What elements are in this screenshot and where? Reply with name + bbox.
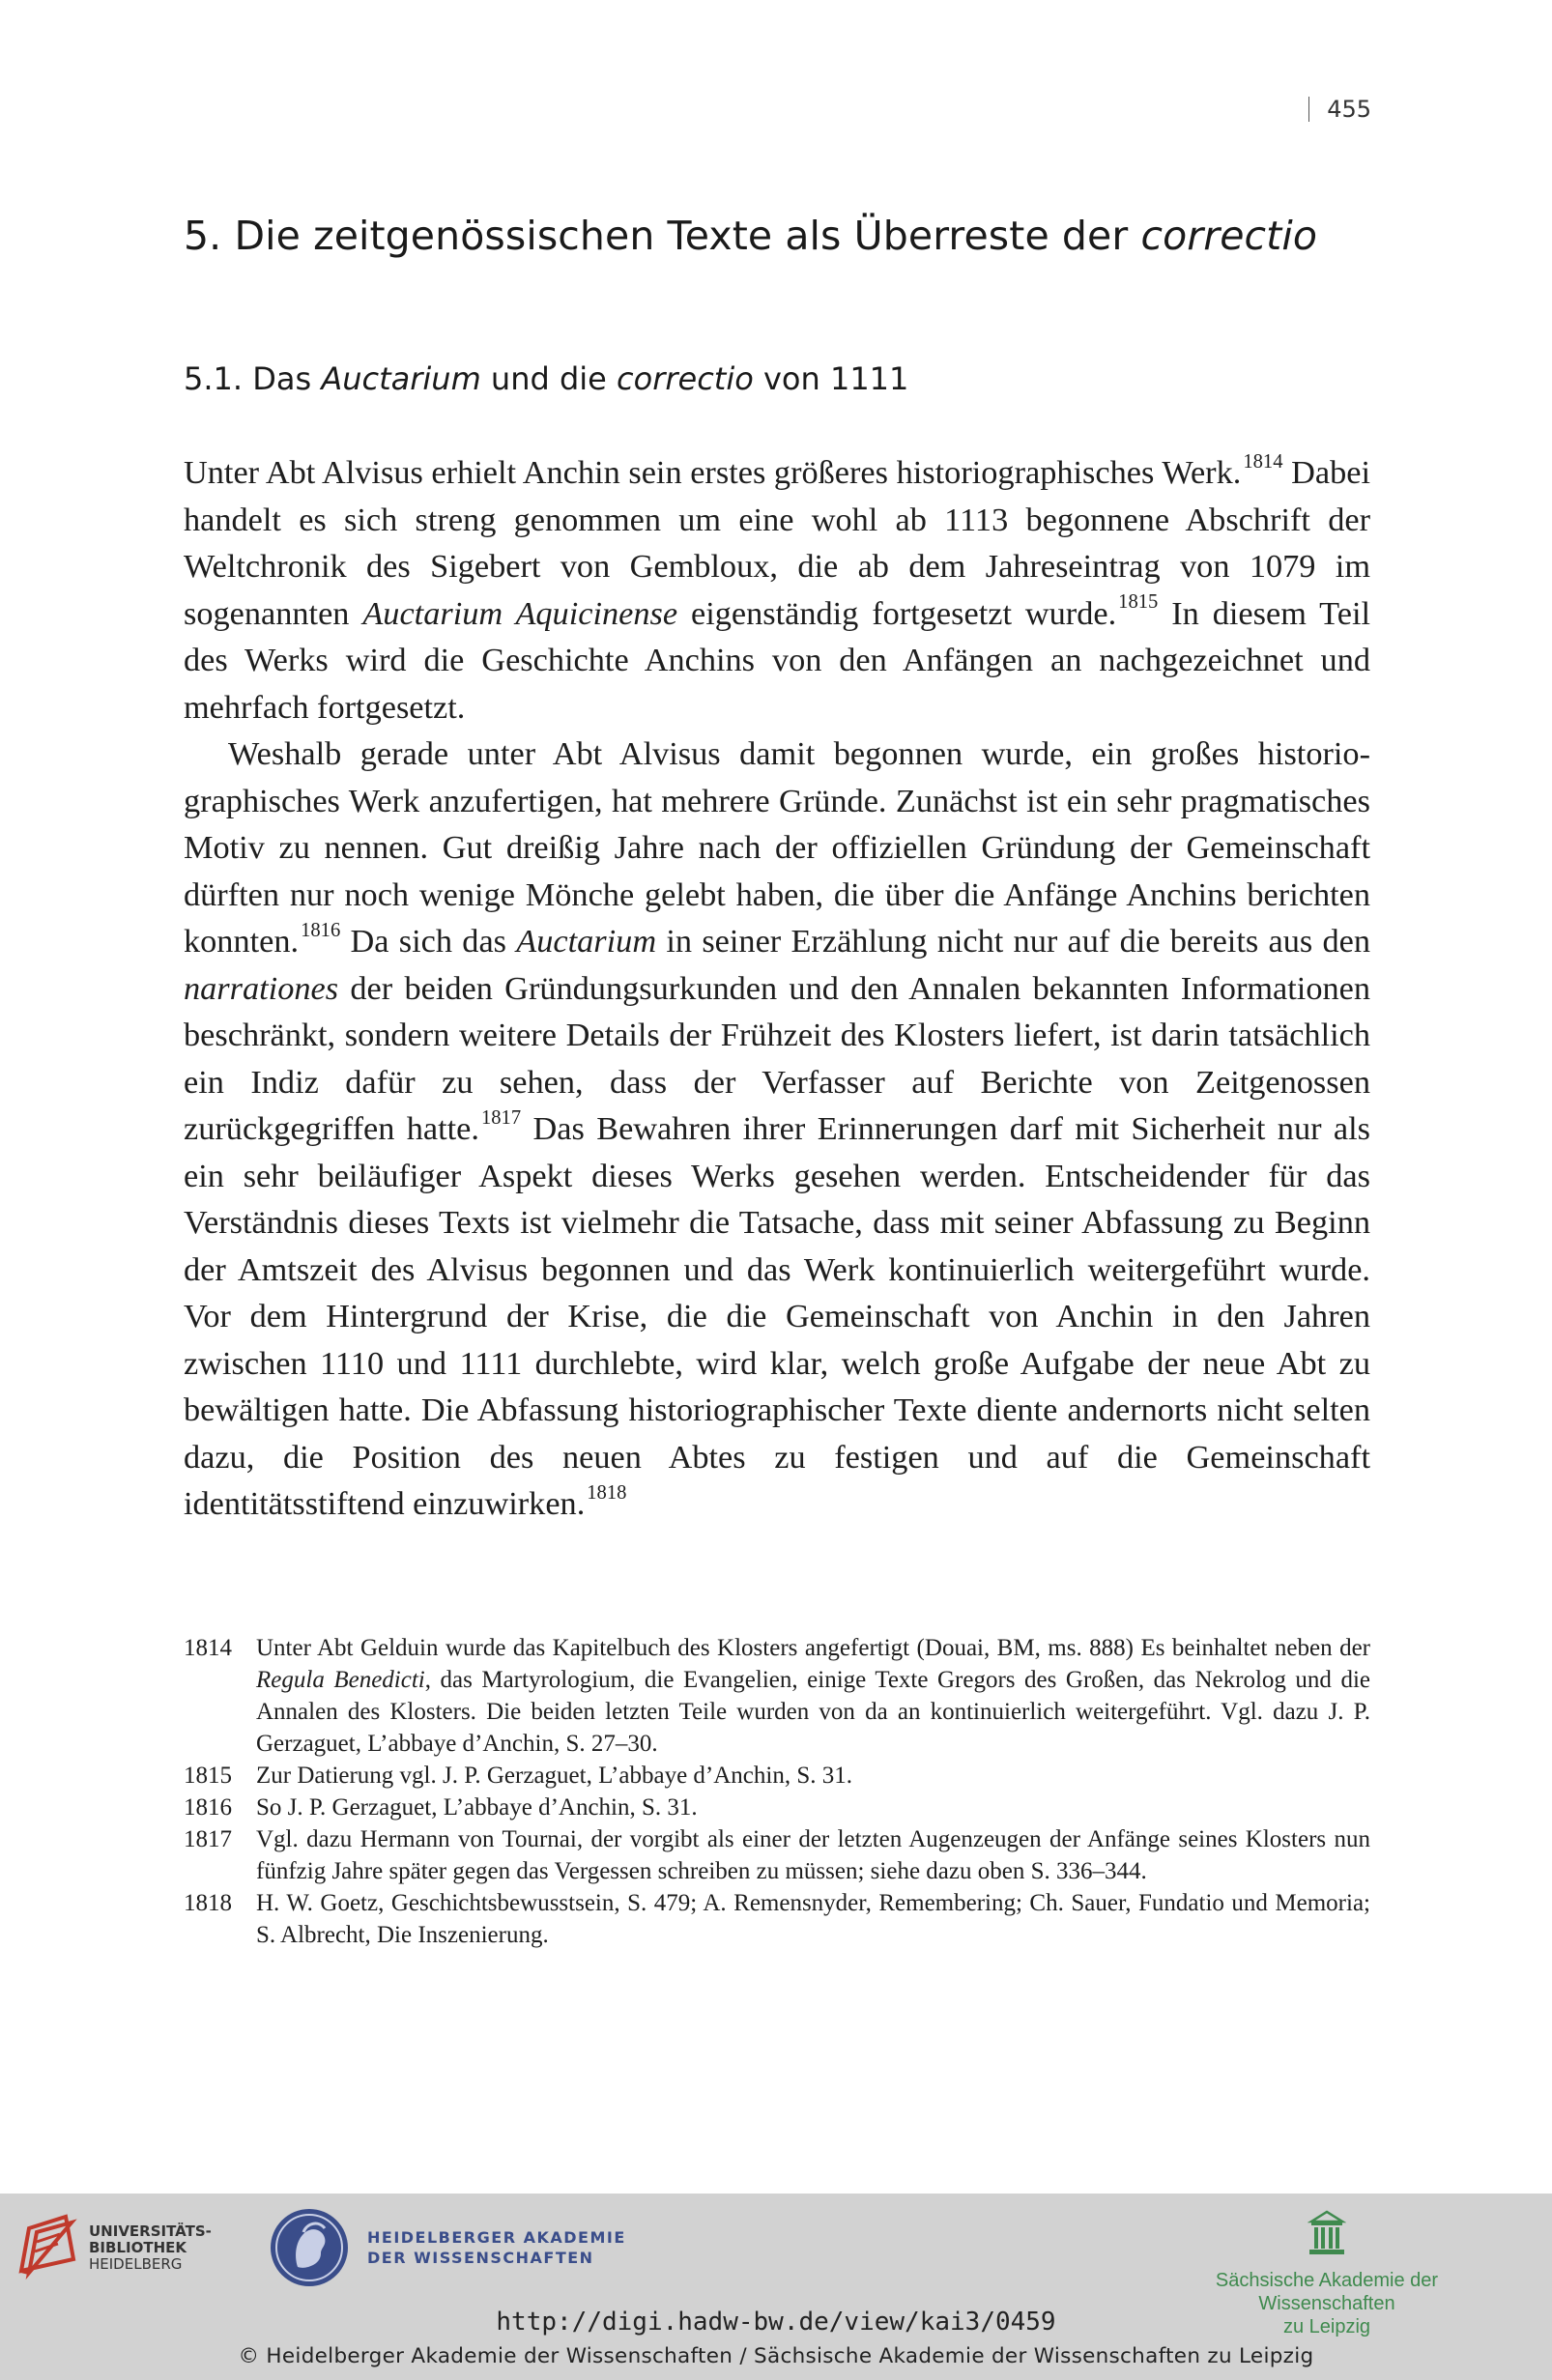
footnote-number: 1815 (184, 1763, 232, 1789)
section-number: 5.1. (184, 360, 244, 397)
footnote-number: 1814 (184, 1635, 232, 1661)
italic-title: Regula Benedicti (256, 1667, 425, 1693)
text-run: Weshalb gerade unter Abt Alvisus damit begonnen wurde, ein großes historiographisches Werk anzufertigen, hat mehrere Gründe. Zunächst ist ein sehr pragmatisches Motiv zu nennen. Gut dreißig Jahre nach der offiziellen Gründung der Gemeinschaft dürften nur noch wenige Mönche gelebt haben, die über die Anfänge Anchins berichten konnten. (184, 735, 1370, 960)
text-run: der beiden Gründungsurkunden und den Annalen bekannten Informationen beschränkt, sondern weitere Details der Frühzeit des Klosters liefert, ist darin tatsächlich ein Indiz dafür zu sehen, dass der Verfasser auf Berichte von Zeitgenossen zurückgegriffen hatte. (184, 969, 1370, 1147)
chapter-heading-italic: correctio (1140, 213, 1318, 259)
section-italic-correctio: correctio (617, 360, 754, 397)
text-run: Das Bewahren ihrer Erinnerungen darf mit Sicherheit nur als ein sehr beiläufiger Aspekt dieses Werks gesehen werden. Entscheidender für das Verständnis dieses Texts ist vielmehr die Tatsache, dass mit seiner Abfassung zu Beginn der Amtszeit des Alvisus begonnen und das Werk kontinuierlich weitergeführt wurde. Vor dem Hintergrund der Krise, die die Gemeinschaft von Anchin in den Jahren zwischen 1110 und 1111 durchlebte, wird klar, welch große Aufgabe der neue Abt zu bewältigen hatte. Die Abfassung historiographischer Texte diente andernorts nicht selten dazu, die Position des neuen Abtes zu festigen und auf die Gemeinschaft identitätsstiftend einzuwirken. (184, 1110, 1370, 1522)
footer-url-link[interactable]: http://digi.hadw-bw.de/view/kai3/0459 (496, 2308, 1056, 2337)
ub-heidelberg-logo[interactable] (15, 2213, 212, 2282)
text-run: In diesem Teil des Werks wird die Geschichte Anchins von den Anfängen an nachgezeichnet und mehrfach fortgesetzt. (184, 594, 1370, 726)
footnote-text: Vgl. dazu Hermann von Tournai, der vorgibt als einer der letzten Augenzeugen der Anfänge seines Klosters nun fünfzig Jahre später gegen das Vergessen schreiben zu müssen; siehe dazu oben S. 336–344. (256, 1826, 1370, 1884)
text-run: Unter Abt Alvisus erhielt Anchin sein erstes größeres historiographisches Werk. (184, 454, 1242, 491)
page-number-wrapper (1308, 96, 1371, 123)
footnote-text: Zur Datierung vgl. J. P. Gerzaguet, L’abbaye d’Anchin, S. 31. (256, 1763, 852, 1789)
text-run: Da sich das (340, 923, 517, 960)
footnote-text: H. W. Goetz, Geschichtsbewusstsein, S. 479; A. Remensnyder, Remembering; Ch. Sauer, Fundatio und Memoria; S. Albrecht, Die Inszenierung. (256, 1890, 1370, 1948)
section-text: Das (243, 360, 322, 397)
footnote-1814 (184, 1632, 1370, 1760)
section-italic-auctarium: Auctarium (321, 360, 481, 397)
footnote-1816 (184, 1792, 1370, 1823)
italic-title: Auctarium Aquicinense (362, 594, 678, 632)
text-run: Unter Abt Gelduin wurde das Kapitelbuch des Klosters angefertigt (Douai, BM, ms. 888) Es beinhaltet neben der (256, 1635, 1370, 1661)
athena-medallion-icon (269, 2207, 350, 2288)
footer-copyright: © Heidelberger Akademie der Wissenschaften / Sächsische Akademie der Wissenschaften zu Leipzig (238, 2344, 1314, 2368)
footnote-ref-1818[interactable]: 1818 (587, 1481, 627, 1504)
ub-logo-text (89, 2223, 212, 2273)
italic-title: Auctarium (516, 923, 657, 960)
body-text (184, 449, 1370, 1528)
ub-line-3: HEIDELBERG (89, 2254, 183, 2273)
hadw-line-1: HEIDELBERGER AKADEMIE (367, 2228, 626, 2247)
section-text: von 1111 (753, 360, 909, 397)
text-run: in seiner Erzählung nicht nur auf die bereits aus den (656, 923, 1370, 960)
footnote-ref-1816[interactable]: 1816 (301, 919, 341, 941)
footnote-ref-1817[interactable]: 1817 (480, 1106, 522, 1129)
section-heading (184, 360, 908, 397)
saw-line-1: Sächsische Akademie der Wissenschaften (1215, 2270, 1439, 2314)
text-run: Dabei handelt es sich streng genommen um eine wohl ab 1113 begonnene Abschrift der Weltchronik des Sigebert von Gembloux, die ab dem Jahreseintrag von 1079 im sogenannten (184, 454, 1370, 632)
hadw-logo[interactable] (269, 2207, 626, 2288)
footnote-ref-1814[interactable]: 1814 (1243, 450, 1283, 473)
footnotes (184, 1632, 1370, 1951)
hadw-logo-text (367, 2227, 626, 2268)
ub-line-1: UNIVERSITÄTS- (89, 2222, 212, 2240)
paragraph-2 (184, 731, 1370, 1528)
ub-line-2: BIBLIOTHEK (89, 2238, 187, 2256)
saw-building-icon (1308, 2208, 1346, 2256)
footnote-text: So J. P. Gerzaguet, L’abbaye d’Anchin, S. 31. (256, 1794, 698, 1821)
footnote-1818 (184, 1887, 1370, 1951)
footnote-number: 1816 (184, 1794, 232, 1821)
footnote-number: 1817 (184, 1826, 232, 1852)
footnote-ref-1815[interactable]: 1815 (1118, 591, 1159, 614)
footnote-1815 (184, 1760, 1370, 1792)
section-text: und die (480, 360, 618, 397)
chapter-heading (184, 213, 1317, 259)
footnote-1817 (184, 1823, 1370, 1887)
text-run: , das Martyrologium, die Evangelien, einige Texte Gregors des Großen, das Nekrolog und die Annalen des Klosters. Die beiden letzten Teile wurden von da an kontinuierlich weitergeführt. Vgl. dazu J. P. Gerzaguet, L’abbaye d’Anchin, S. 27–30. (256, 1667, 1370, 1757)
footnote-number: 1818 (184, 1890, 232, 1916)
chapter-heading-text: 5. Die zeitgenössischen Texte als Überreste der (184, 213, 1141, 259)
italic-term: narrationes (184, 969, 339, 1007)
text-run: eigenständig fortgesetzt wurde. (677, 594, 1117, 632)
hadw-line-2: DER WISSENSCHAFTEN (367, 2249, 594, 2267)
ub-book-icon (15, 2213, 79, 2282)
saw-line-2: zu Leipzig (1282, 2316, 1371, 2337)
footnote-text (256, 1632, 1370, 1760)
page-number: 455 (1327, 96, 1371, 123)
page-number-divider (1308, 97, 1309, 122)
paragraph-1 (184, 449, 1370, 731)
